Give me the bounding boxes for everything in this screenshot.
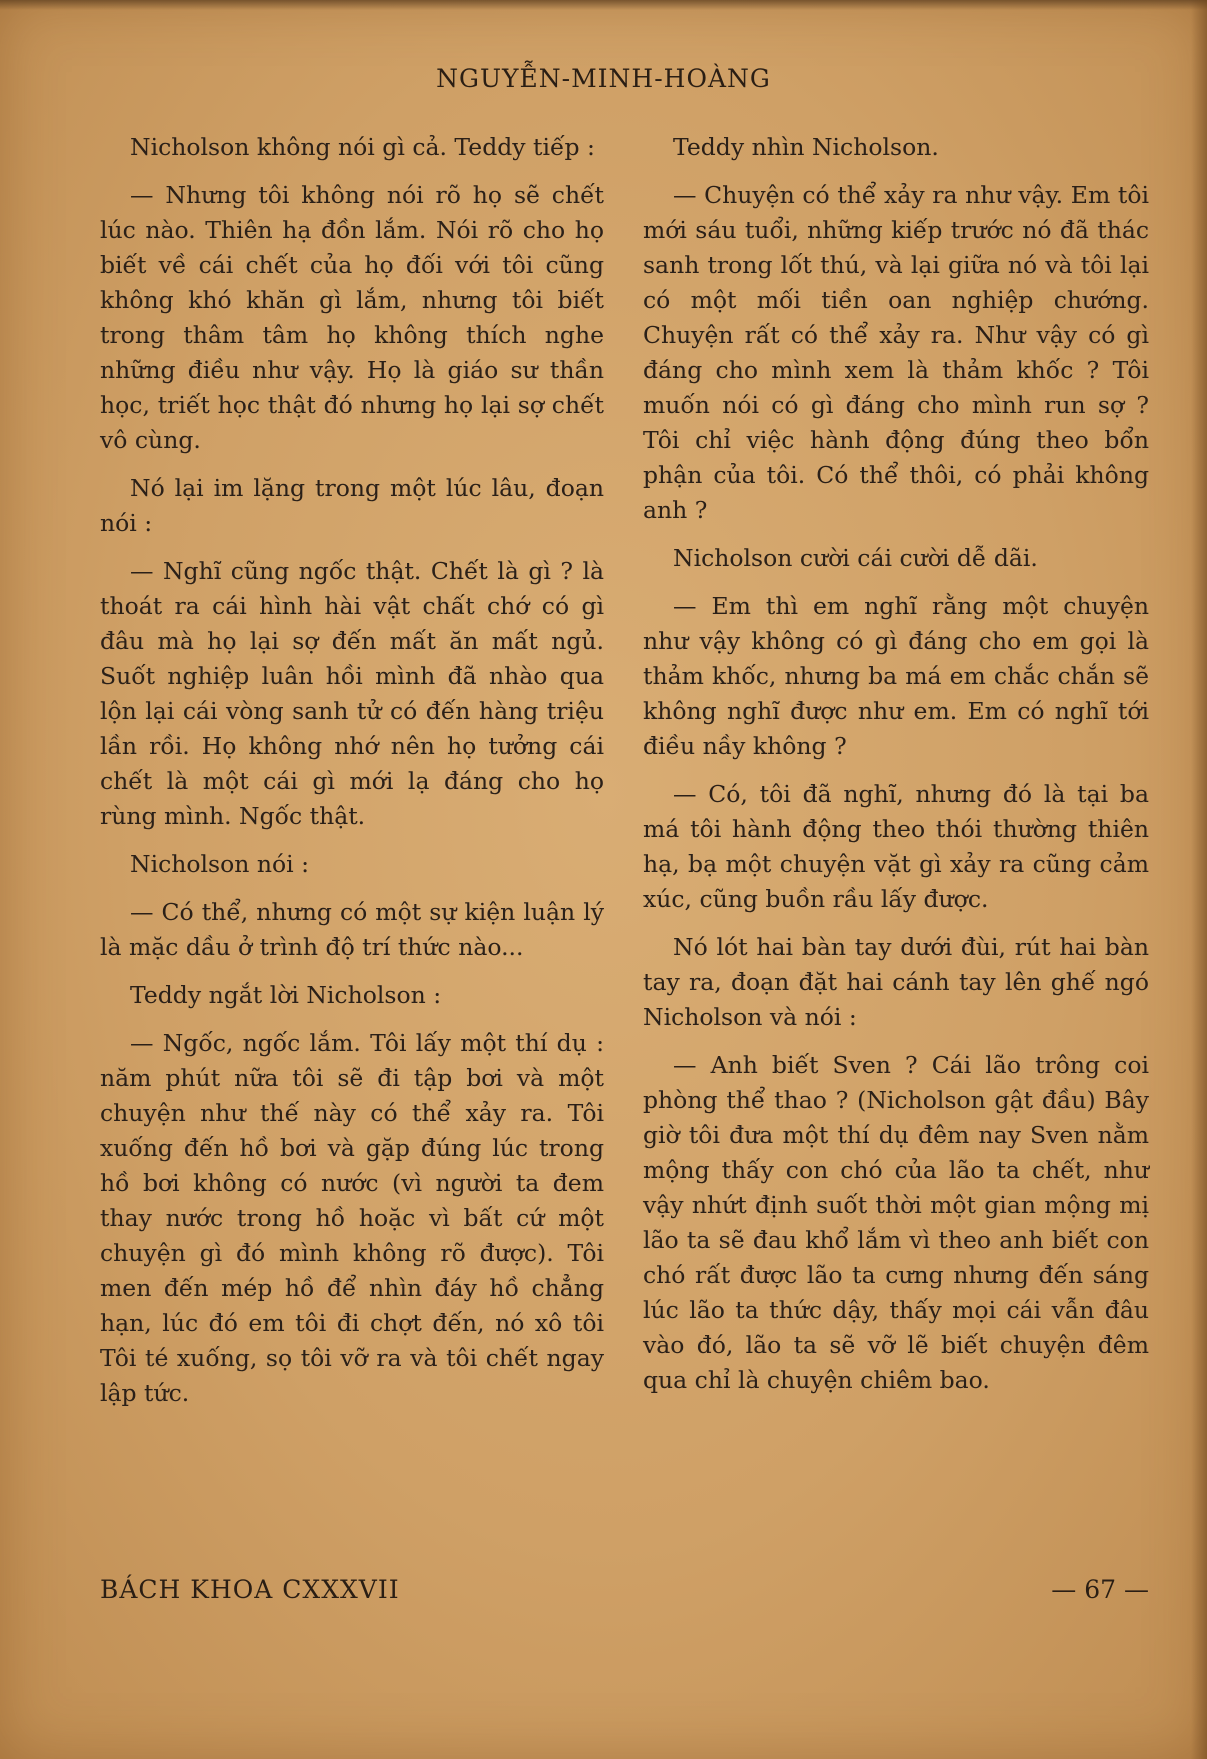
footer-magazine-title: BÁCH KHOA CXXXVII [100, 1575, 400, 1604]
paragraph: Nó lót hai bàn tay dưới đùi, rút hai bàn tay ra, đoạn đặt hai cánh tay lên ghế ngó Nicholson và nói : [643, 933, 1149, 1031]
page-number: — 67 — [1051, 1575, 1149, 1604]
paragraph: — Nghĩ cũng ngốc thật. Chết là gì ? là thoát ra cái hình hài vật chất chớ có gì đâu mà họ lại sợ đến mất ăn mất ngủ. Suốt nghiệp luân hồi mình đã nhào qua lộn lại cái vòng sanh tử có đến hàng triệu lần rồi. Họ không nhớ nên họ tưởng cái chết là một cái gì mới lạ đáng cho họ rùng mình. Ngốc thật. [100, 557, 604, 830]
paragraph: — Có thể, nhưng có một sự kiện luận lý là mặc dầu ở trình độ trí thức nào... [100, 898, 604, 961]
paragraph: — Em thì em nghĩ rằng một chuyện như vậy không có gì đáng cho em gọi là thảm khốc, nhưng ba má em chắc chắn sẽ không nghĩ được như em. Em có nghĩ tới điều nầy không ? [643, 592, 1149, 760]
left-column [100, 130, 604, 1424]
paragraph: Teddy ngắt lời Nicholson : [130, 981, 442, 1009]
paragraph: — Chuyện có thể xảy ra như vậy. Em tôi mới sáu tuổi, những kiếp trước nó đã thác sanh trong lốt thú, và lại giữa nó và tôi lại có một mối tiền oan nghiệp chướng. Chuyện rất có thể xảy ra. Như vậy có gì đáng cho mình xem là thảm khốc ? Tôi muốn nói có gì đáng cho mình run sợ ? Tôi chỉ việc hành động đúng theo bổn phận của tôi. Có thể thôi, có phải không anh ? [643, 181, 1149, 524]
paragraph: Nicholson cười cái cười dễ dãi. [673, 544, 1038, 572]
right-column [643, 130, 1149, 1411]
paragraph: — Anh biết Sven ? Cái lão trông coi phòng thể thao ? (Nicholson gật đầu) Bây giờ tôi đưa một thí dụ đêm nay Sven nằm mộng thấy con chó của lão ta chết, như vậy nhứt định suốt thời một gian mộng mị lão ta sẽ đau khổ lắm vì theo anh biết con chó rất được lão ta cưng nhưng đến sáng lúc lão ta thức dậy, thấy mọi cái vẫn đâu vào đó, lão ta sẽ vỡ lẽ biết chuyện đêm qua chỉ là chuyện chiêm bao. [643, 1051, 1149, 1394]
paragraph: Nicholson không nói gì cả. Teddy tiếp : [130, 133, 595, 161]
page-header-author: NGUYỄN-MINH-HOÀNG [436, 64, 771, 93]
paragraph: Nó lại im lặng trong một lúc lâu, đoạn nói : [100, 474, 604, 537]
paragraph: — Ngốc, ngốc lắm. Tôi lấy một thí dụ : năm phút nữa tôi sẽ đi tập bơi và một chuyện như thế này có thể xảy ra. Tôi xuống đến hồ bơi và gặp đúng lúc trong hồ bơi không có nước (vì người ta đem thay nước trong hồ hoặc vì bất cứ một chuyện gì đó mình không rõ được). Tôi men đến mép hồ để nhìn đáy hồ chẳng hạn, lúc đó em tôi đi chợt đến, nó xô tôi Tôi té xuống, sọ tôi vỡ ra và tôi chết ngay lập tức. [100, 1029, 604, 1407]
page-top-edge [0, 0, 1207, 10]
page-right-edge [1191, 0, 1207, 1759]
paragraph: Nicholson nói : [130, 850, 310, 878]
paragraph: Teddy nhìn Nicholson. [673, 133, 939, 161]
paragraph: — Có, tôi đã nghĩ, nhưng đó là tại ba má tôi hành động theo thói thường thiên hạ, bạ một chuyện vặt gì xảy ra cũng cảm xúc, cũng buồn rầu lấy được. [643, 780, 1149, 913]
paragraph: — Nhưng tôi không nói rõ họ sẽ chết lúc nào. Thiên hạ đồn lắm. Nói rõ cho họ biết về cái chết của họ đối với tôi cũng không khó khăn gì lắm, nhưng tôi biết trong thâm tâm họ không thích nghe những điều như vậy. Họ là giáo sư thần học, triết học thật đó nhưng họ lại sợ chết vô cùng. [100, 181, 604, 454]
